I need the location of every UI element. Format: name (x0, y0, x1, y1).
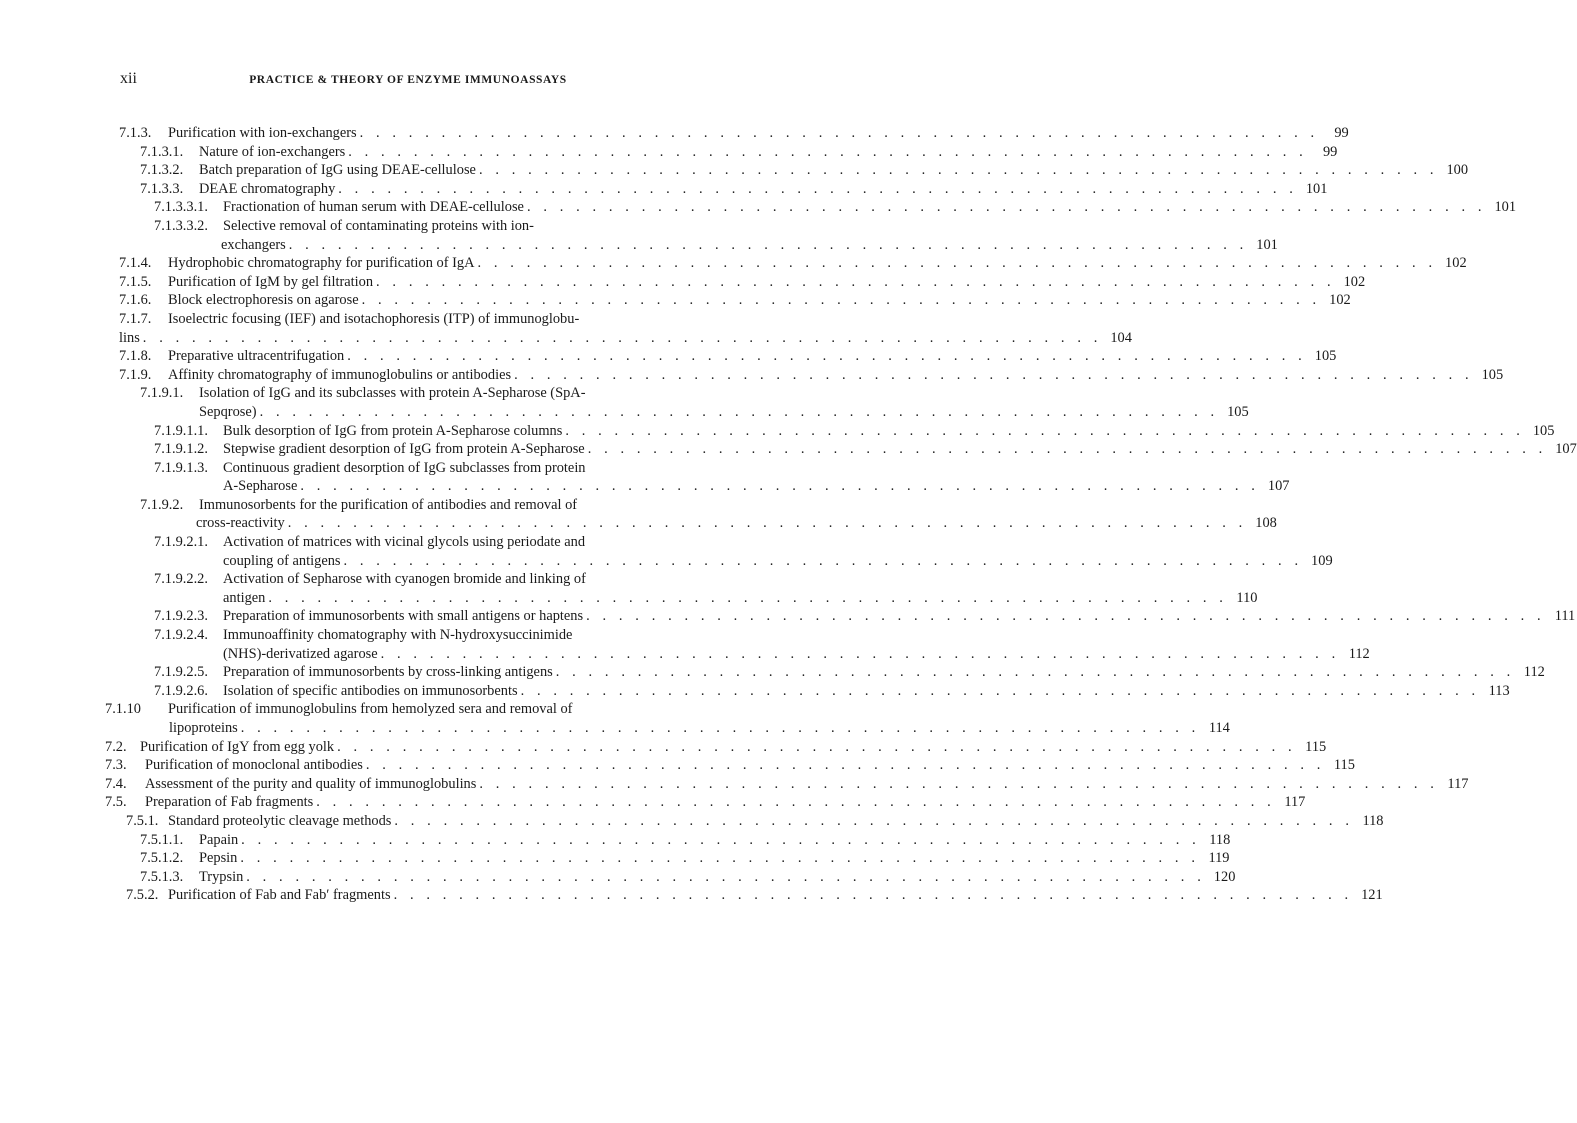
toc-entry-page: 114 (1208, 720, 1230, 736)
toc-entry[interactable] (119, 831, 1231, 850)
toc-entry[interactable] (105, 738, 1327, 757)
toc-entry-page: 115 (1305, 738, 1327, 755)
toc-entry-number: 7.1.3.3.1. (154, 199, 208, 216)
toc-entry-page: 102 (1343, 273, 1366, 290)
dot-leader: . . . . . . . . . . . . . . . . . . . . . . . . . . . . . . . . . . . . . . . . . . . . . . . . . . . . . . . . . . . (241, 831, 1201, 848)
toc-entry[interactable] (119, 422, 1555, 441)
toc-entry-number: 7.2. (105, 738, 127, 755)
toc-entry[interactable] (119, 217, 1278, 254)
dot-leader: . . . . . . . . . . . . . . . . . . . . . . . . . . . . . . . . . . . . . . . . . . . . . . . . . . . . . . . . . . . (477, 255, 1437, 272)
toc-entry-title: Affinity chromatography of immunoglobulins or antibodies (168, 366, 512, 383)
dot-leader: . . . . . . . . . . . . . . . . . . . . . . . . . . . . . . . . . . . . . . . . . . . . . . . . . . . . . . . . . . . (361, 292, 1321, 309)
dot-leader: . . . . . . . . . . . . . . . . . . . . . . . . . . . . . . . . . . . . . . . . . . . . . . . . . . . . . . . . . . . (380, 645, 1340, 662)
toc-entry-page: 100 (1446, 162, 1469, 179)
toc-entry[interactable] (119, 161, 1469, 180)
toc-entry-title: Continuous gradient desorption of IgG subclasses from protein (223, 459, 586, 476)
dot-leader: . . . . . . . . . . . . . . . . . . . . . . . . . . . . . . . . . . . . . . . . . . . . . . . . . . . . . . . . . . . (246, 868, 1206, 885)
toc-entry-title: DEAE chromatography (199, 180, 336, 197)
dot-leader: . . . . . . . . . . . . . . . . . . . . . . . . . . . . . . . . . . . . . . . . . . . . . . . . . . . . . . . . . . . (337, 738, 1297, 755)
toc-entry-number: 7.1.3.3.2. (154, 217, 208, 234)
toc-entry[interactable] (119, 663, 1545, 682)
toc-entry-title: Papain (199, 831, 239, 848)
dot-leader: . . . . . . . . . . . . . . . . . . . . . . . . . . . . . . . . . . . . . . . . . . . . . . . . . . . . . . . . . . . (300, 478, 1260, 495)
toc-entry-number: 7.4. (105, 775, 127, 792)
toc-entry-number: 7.5.1. (126, 812, 159, 829)
toc-entry-number: 7.1.4. (119, 255, 152, 272)
toc-entry-title: Selective removal of contaminating proteins with ion- (223, 217, 534, 234)
toc-entry-number: 7.1.3.3. (140, 180, 184, 197)
toc-entry-page: 101 (1256, 236, 1278, 253)
toc-entry-page: 102 (1445, 255, 1467, 272)
toc-entry[interactable] (119, 180, 1328, 199)
toc-entry[interactable] (119, 849, 1230, 868)
toc-entry-number: 7.1.9.1.1. (154, 422, 208, 439)
dot-leader: . . . . . . . . . . . . . . . . . . . . . . . . . . . . . . . . . . . . . . . . . . . . . . . . . . . . . . . . . . . (393, 887, 1353, 904)
dot-leader: . . . . . . . . . . . . . . . . . . . . . . . . . . . . . . . . . . . . . . . . . . . . . . . . . . . . . . . . . . . (526, 199, 1487, 216)
toc-entry-title: Assessment of the purity and quality of immunoglobulins (145, 775, 477, 792)
toc-entry-title: Purification of immunoglobulins from hemolyzed sera and removal of (168, 701, 573, 718)
toc-entry-page: 118 (1362, 812, 1384, 829)
dot-leader: . . . . . . . . . . . . . . . . . . . . . . . . . . . . . . . . . . . . . . . . . . . . . . . . . . . . . . . . . . . (348, 143, 1308, 160)
toc-entry[interactable] (119, 384, 1249, 421)
toc-entry[interactable] (119, 626, 1370, 663)
toc-entry-page: 99 (1322, 143, 1338, 160)
toc-entry-title: Preparative ultracentrifugation (168, 348, 345, 365)
toc-entry-page: 112 (1348, 645, 1370, 662)
toc-entry[interactable] (119, 273, 1366, 292)
toc-entry-title-continued: coupling of antigens (223, 552, 341, 569)
toc-entry-number: 7.1.3. (119, 125, 152, 141)
toc-entry-title: Trypsin (199, 868, 244, 885)
toc-entry-title: Bulk desorption of IgG from protein A-Sepharose columns (223, 422, 563, 439)
dot-leader: . . . . . . . . . . . . . . . . . . . . . . . . . . . . . . . . . . . . . . . . . . . . . . . . . . . . . . . . . . . (343, 552, 1303, 569)
toc-entry-page: 101 (1305, 180, 1328, 197)
dot-leader: . . . . . . . . . . . . . . . . . . . . . . . . . . . . . . . . . . . . . . . . . . . . . . . . . . . . . . . . . . . (142, 329, 1102, 346)
toc-entry-page: 105 (1227, 403, 1249, 420)
dot-leader: . . . . . . . . . . . . . . . . . . . . . . . . . . . . . . . . . . . . . . . . . . . . . . . . . . . . . . . . . . . (587, 441, 1547, 458)
page-header (0, 70, 816, 92)
toc-entry[interactable] (119, 607, 1576, 626)
toc-entry-title: Preparation of Fab fragments (145, 794, 314, 811)
toc-entry-number: 7.1.9. (119, 366, 152, 383)
dot-leader: . . . . . . . . . . . . . . . . . . . . . . . . . . . . . . . . . . . . . . . . . . . . . . . . . . . . . . . . . . . (240, 720, 1200, 736)
toc-entry-title: Hydrophobic chromatography for purification of IgA (168, 255, 475, 272)
toc-entry-title: Standard proteolytic cleavage methods (168, 812, 392, 829)
toc-entry[interactable] (119, 143, 1338, 162)
dot-leader: . . . . . . . . . . . . . . . . . . . . . . . . . . . . . . . . . . . . . . . . . . . . . . . . . . . . . . . . . . . (565, 422, 1525, 439)
running-title: PRACTICE & THEORY OF ENZYME IMMUNOASSAYS (249, 74, 567, 86)
dot-leader: . . . . . . . . . . . . . . . . . . . . . . . . . . . . . . . . . . . . . . . . . . . . . . . . . . . . . . . . . . . (259, 403, 1219, 420)
toc-entry-number: 7.1.9.2.5. (154, 664, 208, 681)
toc-entry-number: 7.1.5. (119, 273, 152, 290)
toc-entry-page: 107 (1555, 441, 1577, 458)
dot-leader: . . . . . . . . . . . . . . . . . . . . . . . . . . . . . . . . . . . . . . . . . . . . . . . . . . . . . . . . . . . (376, 273, 1336, 290)
toc-entry-page: 121 (1361, 887, 1383, 904)
toc-entry-title: Preparation of immunosorbents with small antigens or haptens (223, 608, 584, 625)
dot-leader: . . . . . . . . . . . . . . . . . . . . . . . . . . . . . . . . . . . . . . . . . . . . . . . . . . . . . . . . . . . (555, 664, 1515, 681)
dot-leader: . . . . . . . . . . . . . . . . . . . . . . . . . . . . . . . . . . . . . . . . . . . . . . . . . . . . . . . . . . . (365, 757, 1325, 774)
toc-entry-page: 99 (1334, 125, 1349, 141)
toc-entry-page: 117 (1284, 794, 1306, 811)
toc-entry-number: 7.5.2. (126, 887, 159, 904)
toc-entry-page: 105 (1532, 422, 1555, 439)
page-number: xii (120, 70, 137, 87)
toc-entry[interactable] (105, 756, 1355, 775)
toc-entry-number: 7.1.3.1. (140, 143, 184, 160)
toc-entry-number: 7.5. (105, 794, 127, 811)
toc-entry-number: 7.1.9.1. (140, 385, 184, 402)
toc-entry-page: 104 (1110, 329, 1132, 346)
toc-entry[interactable] (119, 886, 1383, 905)
toc-entry[interactable] (119, 124, 1349, 143)
toc-entry-number: 7.1.9.2.3. (154, 608, 208, 625)
toc-entry[interactable] (119, 570, 1258, 607)
toc-entry-page: 110 (1236, 589, 1258, 606)
toc-entry-title: Stepwise gradient desorption of IgG from protein A-Sepharose (223, 441, 585, 458)
toc-entry-page: 111 (1554, 608, 1576, 625)
toc-entry-title: Purification of Fab and Fab′ fragments (168, 887, 391, 904)
dot-leader: . . . . . . . . . . . . . . . . . . . . . . . . . . . . . . . . . . . . . . . . . . . . . . . . . . . . . . . . . . . (359, 125, 1319, 141)
toc-entry[interactable] (105, 793, 1306, 812)
toc-entry[interactable] (119, 310, 1132, 347)
toc-entry-title-continued: exchangers (221, 236, 286, 253)
toc-entry-title: Block electrophoresis on agarose (168, 292, 359, 309)
toc-entry[interactable] (119, 533, 1333, 570)
toc-entry-title: Batch preparation of IgG using DEAE-cellulose (199, 162, 476, 179)
toc-entry-number: 7.1.10 (105, 701, 141, 718)
toc-entry-title: Purification with ion-exchangers (168, 125, 357, 141)
toc-entry[interactable] (119, 459, 1290, 496)
toc-entry-title: Purification of IgM by gel filtration (168, 273, 374, 290)
dot-leader: . . . . . . . . . . . . . . . . . . . . . . . . . . . . . . . . . . . . . . . . . . . . . . . . . . . . . . . . . . . (268, 589, 1228, 606)
toc-entry-page: 105 (1314, 348, 1337, 365)
toc-entry-number: 7.1.9.2.2. (154, 571, 208, 588)
toc-entry-title: Isolation of IgG and its subclasses with protein A-Sepharose (SpA- (199, 385, 586, 402)
toc-entry-number: 7.5.1.2. (140, 850, 184, 867)
toc-entry-page: 117 (1447, 775, 1469, 792)
toc-entry-number: 7.1.6. (119, 292, 152, 309)
toc-entry-title: Activation of Sepharose with cyanogen bromide and linking of (223, 571, 586, 588)
toc-entry-title: Isolation of specific antibodies on immunosorbents (223, 682, 518, 699)
toc-entry[interactable] (119, 868, 1236, 887)
toc-entry-title: Fractionation of human serum with DEAE-cellulose (223, 199, 524, 216)
toc-entry[interactable] (119, 254, 1467, 273)
toc-entry-title: Isoelectric focusing (IEF) and isotachophoresis (ITP) of immunoglobu- (168, 310, 580, 327)
toc-entry-title: Activation of matrices with vicinal glycols using periodate and (223, 534, 586, 551)
toc-entry-number: 7.1.7. (119, 310, 152, 327)
dot-leader: . . . . . . . . . . . . . . . . . . . . . . . . . . . . . . . . . . . . . . . . . . . . . . . . . . . . . . . . . . . (347, 348, 1307, 365)
toc-entry-number: 7.5.1.3. (140, 868, 184, 885)
toc-entry-title: Immunosorbents for the purification of antibodies and removal of (199, 496, 578, 513)
dot-leader: . . . . . . . . . . . . . . . . . . . . . . . . . . . . . . . . . . . . . . . . . . . . . . . . . . . . . . . . . . . (520, 682, 1480, 699)
toc-entry-page: 108 (1255, 515, 1277, 532)
toc-entry-number: 7.5.1.1. (140, 831, 184, 848)
toc-entry[interactable] (119, 682, 1510, 701)
dot-leader: . . . . . . . . . . . . . . . . . . . . . . . . . . . . . . . . . . . . . . . . . . . . . . . . . . . . . . . . . . . (514, 366, 1474, 383)
toc-entry-title: Purification of monoclonal antibodies (145, 757, 363, 774)
toc-entry-title: Preparation of immunosorbents by cross-linking antigens (223, 664, 553, 681)
toc-entry-page: 109 (1311, 552, 1333, 569)
toc-entry-page: 102 (1329, 292, 1351, 309)
toc-entry-title: Nature of ion-exchangers (199, 143, 346, 160)
toc-entry-title-continued: A-Sepharose (223, 478, 298, 495)
dot-leader: . . . . . . . . . . . . . . . . . . . . . . . . . . . . . . . . . . . . . . . . . . . . . . . . . . . . . . . . . . . (288, 236, 1248, 253)
toc-entry-title: Pepsin (199, 850, 238, 867)
toc-entry[interactable] (119, 366, 1504, 385)
toc-entry-title-continued: (NHS)-derivatized agarose (223, 645, 378, 662)
toc-entry[interactable] (119, 347, 1337, 366)
dot-leader: . . . . . . . . . . . . . . . . . . . . . . . . . . . . . . . . . . . . . . . . . . . . . . . . . . . . . . . . . . . (394, 812, 1354, 829)
dot-leader: . . . . . . . . . . . . . . . . . . . . . . . . . . . . . . . . . . . . . . . . . . . . . . . . . . . . . . . . . . . (338, 180, 1298, 197)
toc-entry-number: 7.1.9.2.6. (154, 682, 208, 699)
toc-entry[interactable] (105, 700, 1230, 737)
toc-entry[interactable] (119, 291, 1351, 310)
toc-entry-title: Immunoaffinity chomatography with N-hydroxysuccinimide (223, 627, 573, 644)
table-of-contents (105, 124, 1577, 905)
dot-leader: . . . . . . . . . . . . . . . . . . . . . . . . . . . . . . . . . . . . . . . . . . . . . . . . . . . . . . . . . . . (478, 162, 1439, 179)
toc-entry[interactable] (119, 198, 1517, 217)
toc-entry-number: 7.1.9.2.4. (154, 627, 208, 644)
toc-entry-number: 7.3. (105, 757, 127, 774)
dot-leader: . . . . . . . . . . . . . . . . . . . . . . . . . . . . . . . . . . . . . . . . . . . . . . . . . . . . . . . . . . . (287, 515, 1247, 532)
toc-entry-title-continued: lins (119, 329, 140, 346)
toc-entry-page: 115 (1333, 757, 1355, 774)
toc-entry[interactable] (105, 775, 1469, 794)
toc-entry-page: 105 (1481, 366, 1504, 383)
dot-leader: . . . . . . . . . . . . . . . . . . . . . . . . . . . . . . . . . . . . . . . . . . . . . . . . . . . . . . . . . . . (316, 794, 1276, 811)
toc-entry-title-continued: Sepqrose) (199, 403, 257, 420)
toc-entry-page: 107 (1267, 478, 1290, 495)
toc-entry-title-continued: antigen (223, 589, 266, 606)
toc-entry-page: 112 (1523, 664, 1545, 681)
toc-entry-page: 120 (1213, 868, 1236, 885)
dot-leader: . . . . . . . . . . . . . . . . . . . . . . . . . . . . . . . . . . . . . . . . . . . . . . . . . . . . . . . . . . . (586, 608, 1546, 625)
toc-entry-title-continued: cross-reactivity (196, 515, 285, 532)
toc-entry-number: 7.1.3.2. (140, 162, 184, 179)
toc-entry-number: 7.1.8. (119, 348, 152, 365)
dot-leader: . . . . . . . . . . . . . . . . . . . . . . . . . . . . . . . . . . . . . . . . . . . . . . . . . . . . . . . . . . . (240, 850, 1200, 867)
toc-entry-number: 7.1.9.2.1. (154, 534, 208, 551)
toc-entry[interactable] (119, 440, 1577, 459)
toc-entry[interactable] (119, 812, 1384, 831)
toc-entry[interactable] (119, 496, 1277, 533)
dot-leader: . . . . . . . . . . . . . . . . . . . . . . . . . . . . . . . . . . . . . . . . . . . . . . . . . . . . . . . . . . . (479, 775, 1439, 792)
toc-entry-number: 7.1.9.1.2. (154, 441, 208, 458)
toc-entry-title: Purification of IgY from egg yolk (140, 738, 335, 755)
toc-entry-page: 119 (1208, 850, 1230, 867)
toc-entry-page: 118 (1209, 831, 1231, 848)
toc-entry-page: 113 (1488, 682, 1510, 699)
toc-entry-number: 7.1.9.2. (140, 496, 184, 513)
toc-entry-number: 7.1.9.1.3. (154, 459, 208, 476)
toc-entry-page: 101 (1494, 199, 1517, 216)
toc-entry-title-continued: lipoproteins (169, 720, 238, 736)
